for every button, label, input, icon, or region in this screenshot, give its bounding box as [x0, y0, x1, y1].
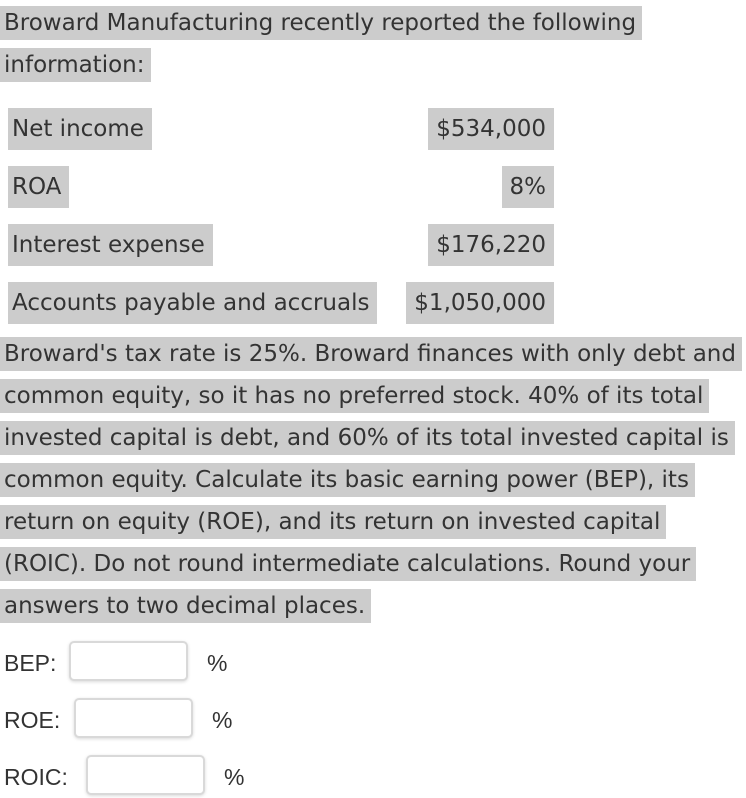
intro-text	[0, 2, 700, 86]
paragraph-highlight: Broward's tax rate is 25%. Broward finances with only debt and common equity, so it has no preferred stock. 40% of its total invested capital is debt, and 60% of its total invested capital is common equity. Calculate its basic earning power (BEP), its return on equity (ROE), and its return on invested capital (ROIC). Do not round intermediate calculations. Round your answers to two decimal places.	[0, 337, 742, 623]
bep-input[interactable]	[69, 641, 188, 681]
table-row-accounts-payable	[8, 282, 568, 340]
intro-highlight: Broward Manufacturing recently reported the following information:	[0, 6, 642, 82]
bep-percent-unit: %	[207, 650, 228, 676]
row-label: Accounts payable and accruals	[8, 282, 377, 324]
roic-input[interactable]	[86, 755, 205, 795]
bep-label: BEP:	[4, 650, 57, 676]
roe-percent-unit: %	[212, 707, 233, 733]
table-row-net-income	[8, 108, 568, 166]
roic-percent-unit: %	[224, 764, 245, 790]
row-value: $534,000	[428, 108, 554, 150]
roe-label: ROE:	[4, 707, 61, 733]
roic-label: ROIC:	[4, 764, 68, 790]
row-value: $1,050,000	[406, 282, 554, 324]
problem-paragraph	[0, 333, 740, 627]
row-label: ROA	[8, 166, 69, 208]
table-row-roa	[8, 166, 568, 224]
row-label: Interest expense	[8, 224, 213, 266]
row-value: 8%	[502, 166, 555, 208]
row-label: Net income	[8, 108, 152, 150]
financial-data-table	[8, 108, 568, 340]
row-value: $176,220	[428, 224, 554, 266]
table-row-interest-expense	[8, 224, 568, 282]
roe-input[interactable]	[74, 698, 193, 738]
